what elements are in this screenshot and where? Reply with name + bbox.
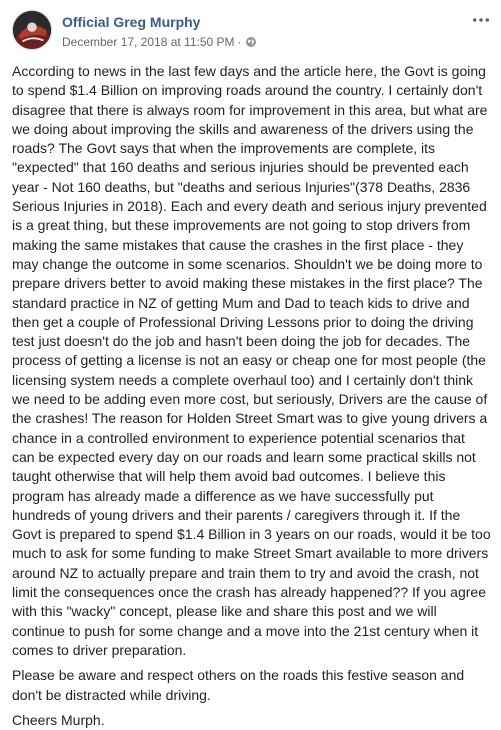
avatar[interactable] <box>12 10 52 50</box>
globe-icon[interactable] <box>245 36 257 48</box>
profile-photo-icon <box>13 11 51 49</box>
more-options-button[interactable] <box>470 12 492 28</box>
post-paragraph: According to news in the last few days and the article here, the Govt is going to spend $1.4 Billion on improving roads around the country. I certainly don't disagree that there is always room for improvement in this area, but what are we doing about improving the skills and awareness of the drivers using the roads? The Govt says that when the improvements are complete, its "expected" that 160 deaths and serious injuries should be prevented each year - Not 160 deaths, but "deaths and serious Injuries"(378 Deaths, 2836 Serious Injuries in 2018). Each and every death and serious injury prevented is a great thing, but these improvements are not going to stop drivers from making the same mistakes that cause the crashes in the first place - they may change the outcome in some scenarios. Shouldn't we be doing more to prepare drivers better to avoid making these mistakes in the first place? The standard practice in NZ of getting Mum and Dad to teach kids to drive and then get a couple of Professional Driving Lessons prior to doing the driving test just doesn't do the job and hasn't been doing the job for decades. The process of getting a license is not an easy or cheap one for most people (the licensing system needs a complete overhaul too) and I certainly don't think we need to be adding even more cost, but seriously, Drivers are the cause of the crashes! The reason for Holden Street Smart was to give young drivers a chance in a controlled environment to experience potential scenarios that can be expected every day on our roads and learn some practical skills not taught otherwise that will help them avoid bad outcomes. I believe this program has already made a difference as we have successfully put hundreds of young drivers and their parents / caregivers through it. If the Govt is prepared to spend $1.4 Billion in 3 years on our roads, would it be too much to ask for some funding to make Street Smart available to more drivers around NZ to actually prepare and train them to try and avoid the crash, not limit the consequences once the crash has already happened?? If you agree with this "wacky" concept, please like and share this post and we will continue to push for some change and a move into the 21st century when it comes to driver preparation. <box>12 63 491 658</box>
post-paragraph: Please be aware and respect others on the roads this festive season and don't be distracted while driving. <box>12 667 465 703</box>
meta-separator: · <box>237 35 242 49</box>
timestamp-link[interactable]: December 17, 2018 at 11:50 PM <box>62 35 235 49</box>
more-options-icon <box>472 17 490 23</box>
author-name-link[interactable]: Official Greg Murphy <box>62 14 201 30</box>
post-paragraph: Cheers Murph. <box>12 711 105 728</box>
post-body <box>12 62 491 730</box>
post-header <box>12 10 492 52</box>
post-meta <box>62 35 257 49</box>
